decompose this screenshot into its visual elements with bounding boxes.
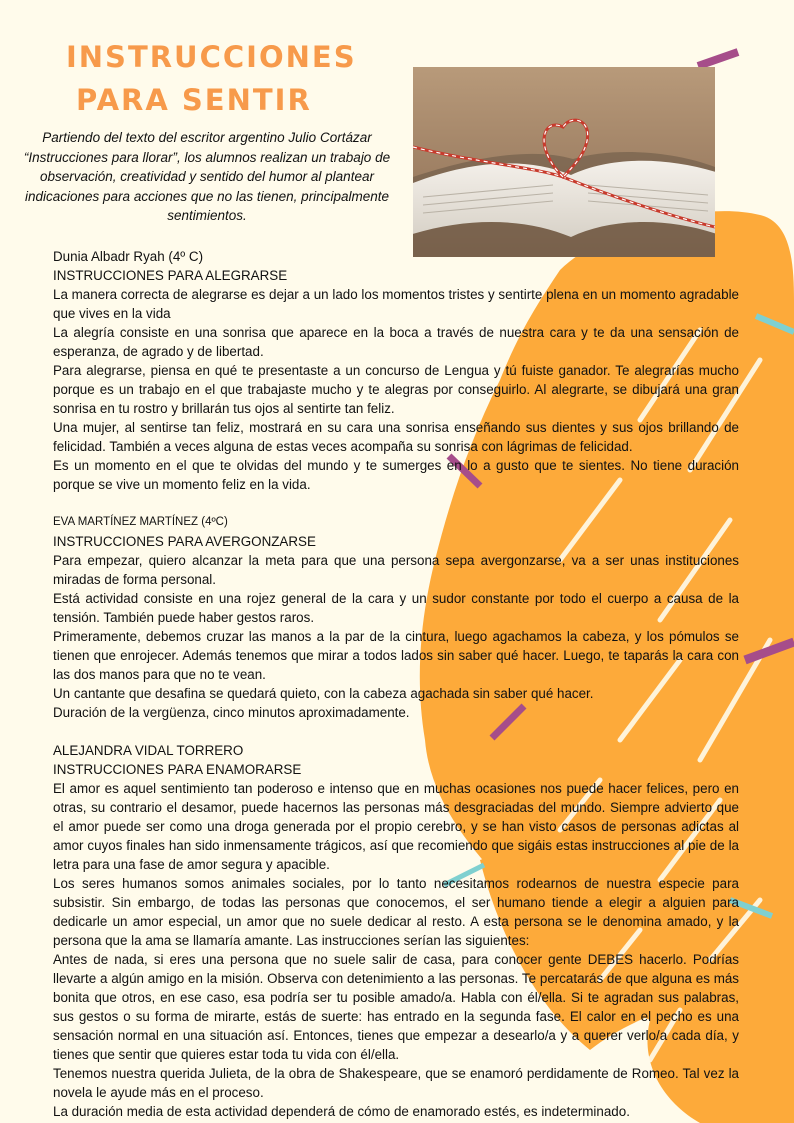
main-content (53, 247, 739, 1121)
paragraph: Está actividad consiste en una rojez general de la cara y un sudor constante por todo el cuerpo a causa de la tensión. También puede haber gestos raros. (53, 591, 739, 625)
author-name: Dunia Albadr Ryah (4º C) (53, 249, 204, 264)
paragraph: La alegría consiste en una sonrisa que aparece en la boca a través de nuestra cara y te da una sensación de esperanza, de agrado y de libertad. (53, 325, 739, 359)
book-heart-photo (413, 67, 715, 257)
paragraph: La manera correcta de alegrarse es dejar a un lado los momentos tristes y sentirte plena en un momento agradable que vives en la vida (53, 287, 739, 321)
section-alegrarse (53, 247, 739, 494)
paragraph: Un cantante que desafina se quedará quieto, con la cabeza agachada sin saber qué hacer. (53, 686, 594, 701)
book-with-heart-string-icon (413, 67, 715, 257)
section-heading: INSTRUCCIONES PARA AVERGONZARSE (53, 534, 316, 549)
page-title (66, 36, 357, 122)
author-name: ALEJANDRA VIDAL TORRERO (53, 743, 244, 758)
paragraph: Una mujer, al sentirse tan feliz, mostrará en su cara una sonrisa enseñando sus dientes y sus ojos brillando de felicidad. También a veces alguna de estas veces acompaña su sonrisa con lágrimas de felicidad. (53, 420, 739, 454)
paragraph: Primeramente, debemos cruzar las manos a la par de la cintura, luego agachamos la cabeza, y los pómulos se tienen que enrojecer. Además tenemos que mirar a todos lados sin saber qué hacer. Luego, te taparás la cara con las dos manos para que no te vean. (53, 629, 739, 682)
author-name: EVA MARTÍNEZ MARTÍNEZ (4ºC) (53, 516, 228, 528)
paragraph: Para alegrarse, piensa en qué te presentaste a un concurso de Lengua y tú fuiste ganador. Te alegrarías mucho porque es un trabajo en el que trabajaste mucho y te alegras por conseguirlo. Al alegrarte, se dibujará una gran sonrisa en tu rostro y brillarán tus ojos al sentirte tan feliz. (53, 363, 739, 416)
title-line-1: INSTRUCCIONES (66, 40, 357, 74)
intro-text: Partiendo del texto del escritor argentino Julio Cortázar “Instrucciones para llorar”, los alumnos realizan un trabajo de observación, creatividad y sentido del humor al plantear indicaciones para acciones que no las tienen, principalmente sentimientos. (23, 130, 391, 224)
paragraph: Para empezar, quiero alcanzar la meta para que una persona sepa avergonzarse, va a ser unas instituciones miradas de forma personal. (53, 553, 739, 587)
paragraph: Es un momento en el que te olvidas del mundo y te sumerges en lo a gusto que te sientes. No tiene duración porque se vive un momento feliz en la vida. (53, 458, 739, 492)
paragraph: Los seres humanos somos animales sociales, por lo tanto necesitamos rodearnos de nuestra especie para subsistir. Sin embargo, de todas las personas que conocemos, el ser humano tiende a elegir a alguien para dedicarle un amor especial, un amor que no suele dedicar al resto. A esta persona se le denomina amado, y la persona que la ama se llamaría amante. Las instrucciones serían las siguientes: (53, 876, 739, 948)
section-heading: INSTRUCCIONES PARA ALEGRARSE (53, 268, 288, 283)
section-avergonzarse (53, 513, 739, 722)
paragraph: Duración de la vergüenza, cinco minutos aproximadamente. (53, 705, 410, 720)
paragraph: Antes de nada, si eres una persona que no suele salir de casa, para conocer gente DEBES hacerlo. Podrías llevarte a algún amigo en la misión. Observa con detenimiento a las personas. Te percatarás de que alguna es más bonita que otros, en ese caso, esa podría ser tu posible amado/a. Habla con él/ella. Si te agradan sus palabras, sus gestos o su forma de mirarte, estás de suerte: has entrado en la segunda fase. El calor en el pecho es una sensación normal en una situación así. Entonces, tienes que empezar a desearlo/a y a querer verlo/a cada día, y tienes que sentir que quieres estar toda tu vida con él/ella. (53, 952, 739, 1062)
title-line-2: PARA SENTIR (76, 83, 312, 117)
section-heading: INSTRUCCIONES PARA ENAMORARSE (53, 762, 302, 777)
paragraph: Tenemos nuestra querida Julieta, de la obra de Shakespeare, que se enamoró perdidamente de Romeo. Tal vez la novela le ayude más en el proceso. (53, 1066, 739, 1100)
section-enamorarse (53, 741, 739, 1121)
paragraph: La duración media de esta actividad dependerá de cómo de enamorado estés, es indeterminado. (53, 1104, 630, 1119)
paragraph: El amor es aquel sentimiento tan poderoso e intenso que en muchas ocasiones nos puede hacer felices, pero en otras, su contrario el desamor, puede hacernos las personas más desgraciadas del mundo. Siempre advierto que el amor puede ser como una droga generada por el propio cerebro, y se han visto casos de personas adictas al amor cuyos finales han sido inmensamente trágicos, así que recomiendo que sigáis estas instrucciones al pie de la letra para una fase de amor segura y apacible. (53, 781, 739, 872)
